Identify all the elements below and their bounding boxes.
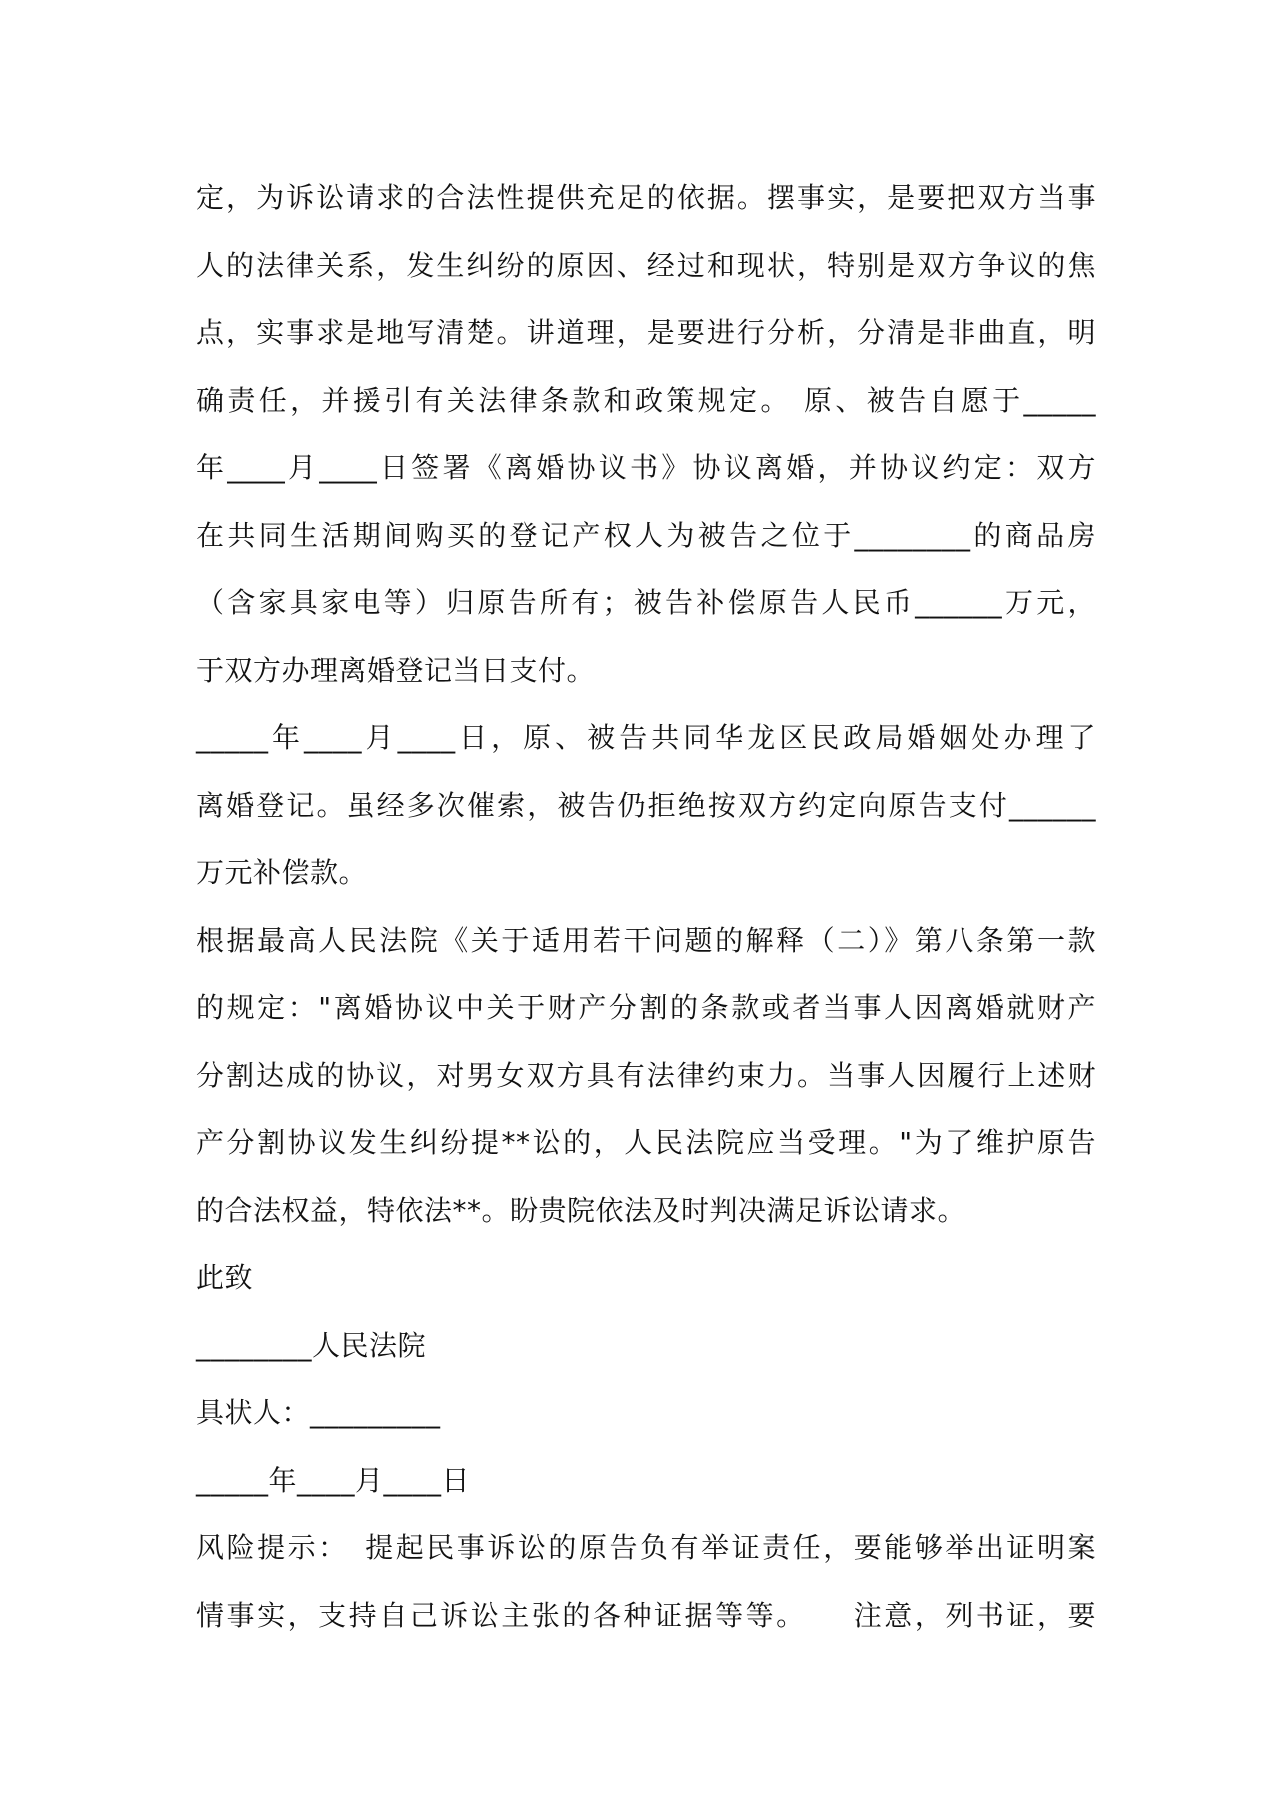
paragraph-legal-basis <box>196 907 1096 1245</box>
text-line: 在共同生活期间购买的登记产权人为被告之位于________的商品房 <box>196 518 1096 552</box>
text-line: 情事实，支持自己诉讼主张的各种证据等等。 注意，列书证，要 <box>196 1598 1096 1632</box>
court-addressee <box>196 1312 1096 1380</box>
text-line: 点，实事求是地写清楚。讲道理，是要进行分析，分清是非曲直，明 <box>196 316 1096 349</box>
text-line: ________人民法院 <box>196 1328 427 1362</box>
text-line: _____年____月____日 <box>196 1463 471 1497</box>
text-line: 的规定："离婚协议中关于财产分割的条款或者当事人因离婚就财产 <box>196 991 1096 1024</box>
text-line: 定，为诉讼请求的合法性提供充足的依据。摆事实，是要把双方当事 <box>196 181 1096 214</box>
text-line: （含家具家电等）归原告所有；被告补偿原告人民币______万元， <box>196 586 1096 619</box>
date-line <box>196 1447 1096 1515</box>
plaintiff-signature-line <box>196 1379 1096 1447</box>
document-page <box>196 164 1096 1649</box>
text-line: 年____月____日签署《离婚协议书》协议离婚，并协议约定：双方 <box>196 451 1096 484</box>
text-line: _____年____月____日，原、被告共同华龙区民政局婚姻处办理了 <box>196 721 1096 754</box>
text-line: 具状人：_________ <box>196 1396 441 1429</box>
paragraph-divorce-registration <box>196 704 1096 907</box>
text-line: 确责任，并援引有关法律条款和政策规定。 原、被告自愿于_____ <box>196 383 1096 417</box>
text-line: 产分割协议发生纠纷提**讼的，人民法院应当受理。"为了维护原告 <box>196 1126 1096 1159</box>
text-line: 万元补偿款。 <box>196 856 368 889</box>
text-line: 人的法律关系，发生纠纷的原因、经过和现状，特别是双方争议的焦 <box>196 248 1096 282</box>
text-line: 此致 <box>196 1261 254 1294</box>
closing-salutation <box>196 1244 1096 1312</box>
text-line: 风险提示： 提起民事诉讼的原告负有举证责任，要能够举出证明案 <box>196 1531 1096 1564</box>
text-line: 于双方办理离婚登记当日支付。 <box>196 653 596 687</box>
paragraph-facts-and-agreement <box>196 164 1096 704</box>
text-line: 根据最高人民法院《关于适用若干问题的解释（二）》第八条第一款 <box>196 923 1096 957</box>
risk-notice <box>196 1514 1096 1649</box>
text-line: 的合法权益，特依法**。盼贵院依法及时判决满足诉讼请求。 <box>196 1193 967 1227</box>
text-line: 离婚登记。虽经多次催索，被告仍拒绝按双方约定向原告支付______ <box>196 788 1096 822</box>
text-line: 分割达成的协议，对男女双方具有法律约束力。当事人因履行上述财 <box>196 1058 1096 1092</box>
